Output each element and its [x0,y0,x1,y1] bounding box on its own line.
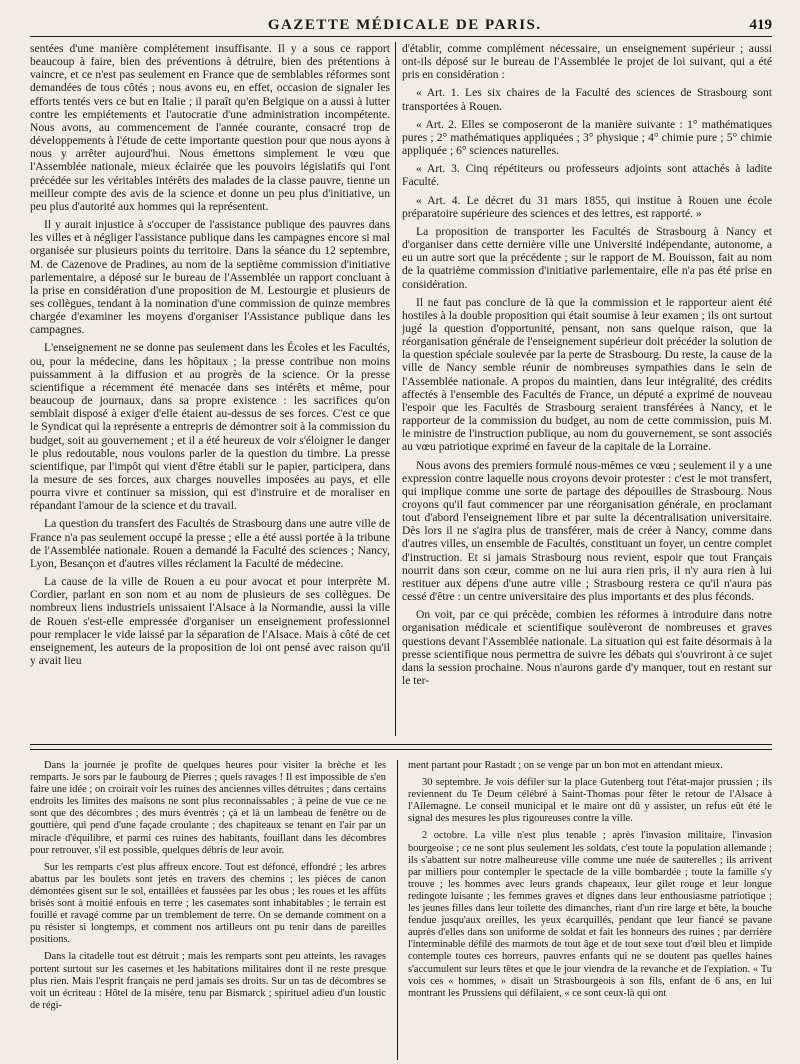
paragraph: La cause de la ville de Rouen a eu pour avocat et pour interprète M. Cordier, parlant en son nom et au nom de plusieurs de ses collègues. De nombreux liens industriels unissaient l'Alsace à la Normandie, aussi la ville de Rouen s'est-elle empressée d'organiser un enseignement professionnel pour remplacer le vide laissé par la séparation de l'Alsace. Mais à côté de cet enseignement, les auteurs de la proposition de loi ont pensé avec raison qu'il y avait lieu [30,575,390,668]
column-rule [397,760,398,1060]
column-rule [395,42,396,736]
paragraph: Nous avons des premiers formulé nous-mêmes ce vœu ; seulement il y a une expression contre laquelle nous croyons devoir protester : c'est le mot transfert, qui implique comme une sorte de partage des dépouilles de Strasbourg. Nous croyons qu'il faut commencer par une réorganisation générale, en proclamant tout d'abord l'enseignement libre et par suite la décentralisation universitaire. Dès lors il ne s'agira plus de transférer, mais de créer à Nancy, comme dans d'autres villes, un ensemble de Facultés, constituant un foyer, un centre complet d'instruction. Et si jamais Strasbourg nous revient, espoir que tout Français nourrit dans son cœur, comme on ne lui aura rien pris, il n'y aura rien à lui restituer aux dépens d'une autre ville ; Strasbourg restera ce qu'il n'aura pas cessé d'être : un centre universitaire des plus importants et des plus féconds. [402,458,772,604]
paragraph: L'enseignement ne se donne pas seulement dans les Écoles et les Facultés, ou, pour la médecine, dans les hôpitaux ; la presse contribue non moins puissamment à la diffusion et au progrès de la science. Or la presse scientifique a récemment été menacée dans ses intérêts et même, pour beaucoup de journaux, dans sa propre existence : les sacrifices qu'on semblait disposé à exiger d'elle étaient au-dessus de ses forces. C'est ce que le Syndicat qui la représente a entrepris de démontrer soit à la commission du budget, soit au gouvernement ; et il a été heureux de voir s'éloigner le danger le plus redoutable, nous voulons parler de la question du timbre. La presse scientifique, par l'impôt qui vient d'être établi sur le papier, participera, dans la mesure de ses forces, aux charges nouvelles imposées au pays, et elle pourra vivre et continuer sa mission, qui est d'instruire et de moraliser en répandant l'amour de la science et du travail. [30,341,390,513]
page-number: 419 [749,17,772,33]
paragraph: d'établir, comme complément nécessaire, un enseignement supérieur ; aussi ont-ils déposé sur le bureau de l'Assemblée le projet de loi suivant, qui a été pris en considération : [402,42,772,82]
feuilleton [30,760,772,1060]
law-article: « Art. 1. Les six chaires de la Faculté des sciences de Strasbourg sont transportées à Rouen. [402,86,772,113]
paragraph: On voit, par ce qui précède, combien les réformes à introduire dans notre organisation médicale et scientifique soulèveront de nombreuses et graves questions devant l'Assemblée nationale. La situation qui est faite désormais à la presse scientifique nous permettra de suivre les débats qui s'ouvriront à ce sujet dans la session prochaine. Nous n'aurons garde d'y manquer, tout en restant sur le ter- [402,608,772,688]
paragraph: La question du transfert des Facultés de Strasbourg dans une autre ville de France n'a pas seulement occupé la presse ; elle a été aussi portée à la tribune de l'Assemblée nationale. Rouen a demandé la Faculté des sciences ; Nancy, Lyon, Besançon et d'autres villes réclament la Faculté de médecine. [30,517,390,570]
paragraph: Sur les remparts c'est plus affreux encore. Tout est défoncé, effondré ; les arbres abattus par les boulets sont jetés en travers des chemins ; les pièces de canon démontées gisent sur le sol, entaillées et faussées par les obus ; les roues et les affûts brisés sont à moitié enfouis en terre ; les casemates sont inhabitables ; le terrain est fouillé et ravagé comme par un tremblement de terre. On se demande comment on a pu résister si longtemps, et comment nos artilleurs ont pu tenir dans de pareilles positions. [30,861,386,946]
law-article: « Art. 2. Elles se composeront de la manière suivante : 1° mathématiques pures ; 2° mathématiques appliquées ; 3° physique ; 4° chimie pure ; 5° chimie appliquée ; 6° sciences naturelles. [402,117,772,158]
paragraph: ment partant pour Rastadt ; on se venge par un bon mot en attendant mieux. [408,760,723,771]
main-article-left-column [30,42,390,736]
diary-entry: 2 octobre. La ville n'est plus tenable ; après l'invasion militaire, l'invasion bourgeoise ; ce ne sont plus seulement les soldats, c'est toute la population allemande ; ils s'abattent sur notre malheureuse ville comme une nuée de sauterelles ; ils arrivent par milliers pour contempler le spectacle de la ville bombardée ; toute la famille s'y trouve ; les hommes avec leurs grands chapeaux, leur gilet rouge et leur longue redingote luisante ; les femmes graves et dignes dans leur enthousiasme patriotique ; les jeunes filles dans leur toilette des dimanches, riant d'un rire large et bête, la bouche fendue jusqu'aux oreilles, les yeux écarquillés, pendant que leur fiancé se pavane auprès d'elles dans son uniforme de soldat et fait les honneurs des ruines ; par derrière l'interminable défilé des marmots de tout âge et de tout sexe tout d'œil bleu et limpide contemple toutes ces horreurs, pauvres enfants qui ne se doutent pas quelles haines s'accumulent sur leurs têtes et que le jour viendra de la revanche et de l'expiation. « Tu vois ces « hommes, » disait un Strasbourgeois à son fils, enfant de 6 ans, en lui montrant les Prussiens qui défilaient, « ce sont ceux-là qui ont [408,830,772,999]
paragraph: La proposition de transporter les Facultés de Strasbourg à Nancy et d'organiser dans cette dernière ville une Université indépendante, autonome, a eu un autre sort que la précédente ; sur le rapport de M. Bouisson, fait au nom de la quatrième commission d'initiative parlementaire, elle n'a pas été prise en considération. [402,224,772,291]
section-divider [30,744,772,750]
journal-title: GAZETTE MÉDICALE DE PARIS. [267,17,542,33]
paragraph: Il y aurait injustice à s'occuper de l'assistance publique des pauvres dans les villes et à négliger l'assistance publique dans les campagnes encore si mal organisée sur plusieurs points du territoire. Dans la séance du 12 septembre, M. de Cazenove de Pradines, au nom de la septième commission d'initiative parlementaire, a déposé sur le bureau de l'Assemblée un rapport concluant à la prise en considération d'une proposition de M. Lestourgie et plusieurs de ses collègues, tendant à la nomination d'une commission de quinze membres chargée d'examiner les moyens d'organiser l'Assistance publique dans les campagnes. [30,218,390,337]
paragraph: Dans la citadelle tout est détruit ; mais les remparts sont peu atteints, les ravages portent surtout sur les casernes et les habitations militaires dont il ne reste presque plus rien. Mais l'esprit français ne perd jamais ses droits. Sur un tas de décombres se voit un écriteau : Hôtel de la misère, tenu par Bismarck ; spirituel adieu d'un loustic de régi- [30,951,386,1011]
main-article [30,42,772,736]
paragraph: Il ne faut pas conclure de là que la commission et le rapporteur aient été hostiles à la double proposition qui était soumise à leur examen ; ils ont surtout jugé la question d'opportunité, pensant, non sans quelque raison, que la réorganisation générale de l'enseignement supérieur doit précéder la solution de la question spéciale soulevée par la perte de Strasbourg. Du reste, la cause de la ville de Nancy semble réunir de nombreuses sympathies dans le sein de l'Assemblée nationale. A propos du maintien, dans leur intégralité, des crédits affectés à l'ensemble des Facultés de France, un député a exprimé de nouveau l'espoir que les Facultés de Strasbourg seraient transférées à Nancy, et le rapporteur de la commission du budget, au nom de cette commission, puis M. le ministre de l'instruction publique, au nom du gouvernement, se sont associés au vœu patriotique exprimé en faveur de la capitale de la Lorraine. [402,295,772,454]
paragraph: sentées d'une manière complétement insuffisante. Il y a sous ce rapport beaucoup à faire, bien des préventions à détruire, bien des prétentions à vaincre, et ce n'est pas seulement en France que de semblables réformes sont demandées de tous côtés ; nous avons eu, en effet, occasion de signaler les efforts tentés vers ce but en Italie ; il paraît qu'en Belgique on a aussi à lutter contre les empiétements et l'autocratie d'une administration incompétente. Nous avons, au commencement de l'année courante, consacré trop de développements à l'étude de cette importante question pour que nous ayons à nous y arrêter aujourd'hui. Nous émettons simplement le vœu que l'Assemblée nationale, mieux éclairée que les pouvoirs législatifs qui l'ont précédée sur les véritables intérêts des malades de la classe pauvre, tienne un meilleur compte des avis de la science et donne un peu plus d'initiative, un peu plus d'autorité aux hommes qui la représentent. [30,42,390,213]
feuilleton-right-column [408,760,772,1060]
law-article: « Art. 4. Le décret du 31 mars 1855, qui institue à Rouen une école préparatoire supérieure des sciences et des lettres, est rapporté. » [402,193,772,220]
main-article-right-column [402,42,772,736]
paragraph: Dans la journée je profite de quelques heures pour visiter la brèche et les remparts. Je sors par le faubourg de Pierres ; quels ravages ! Il est impossible de s'en faire une idée ; on croirait voir les ruines des anciennes villes détruites ; dans certains endroits les limites des maisons ne sont plus reconnaissables ; à peine de vue ce ne sont que des décombres ; des murs éventrés ; çà et là un lambeau de fenêtre ou de gouttière, qui pend d'une façade croulante ; des chapiteaux se tenant en l'air par un miracle d'équilibre, et parmi ces ruines des habitants, fouillant dans les décombres pour retrouver, s'il est possible, quelques débris de leur avoir. [30,760,386,856]
feuilleton-left-column [30,760,386,1060]
diary-entry: 30 septembre. Je vois défiler sur la place Gutenberg tout l'état-major prussien ; ils reviennent du Te Deum célébré à Saint-Thomas pour fêter le retour de l'Alsace à l'Allemagne. Le conseil municipal et le maire ont dû y assister, un refus eût été le signal des mesures les plus rigoureuses contre la ville. [408,777,772,825]
law-article: « Art. 3. Cinq répétiteurs ou professeurs adjoints sont attachés à ladite Faculté. [402,162,772,189]
page-header [30,14,772,37]
